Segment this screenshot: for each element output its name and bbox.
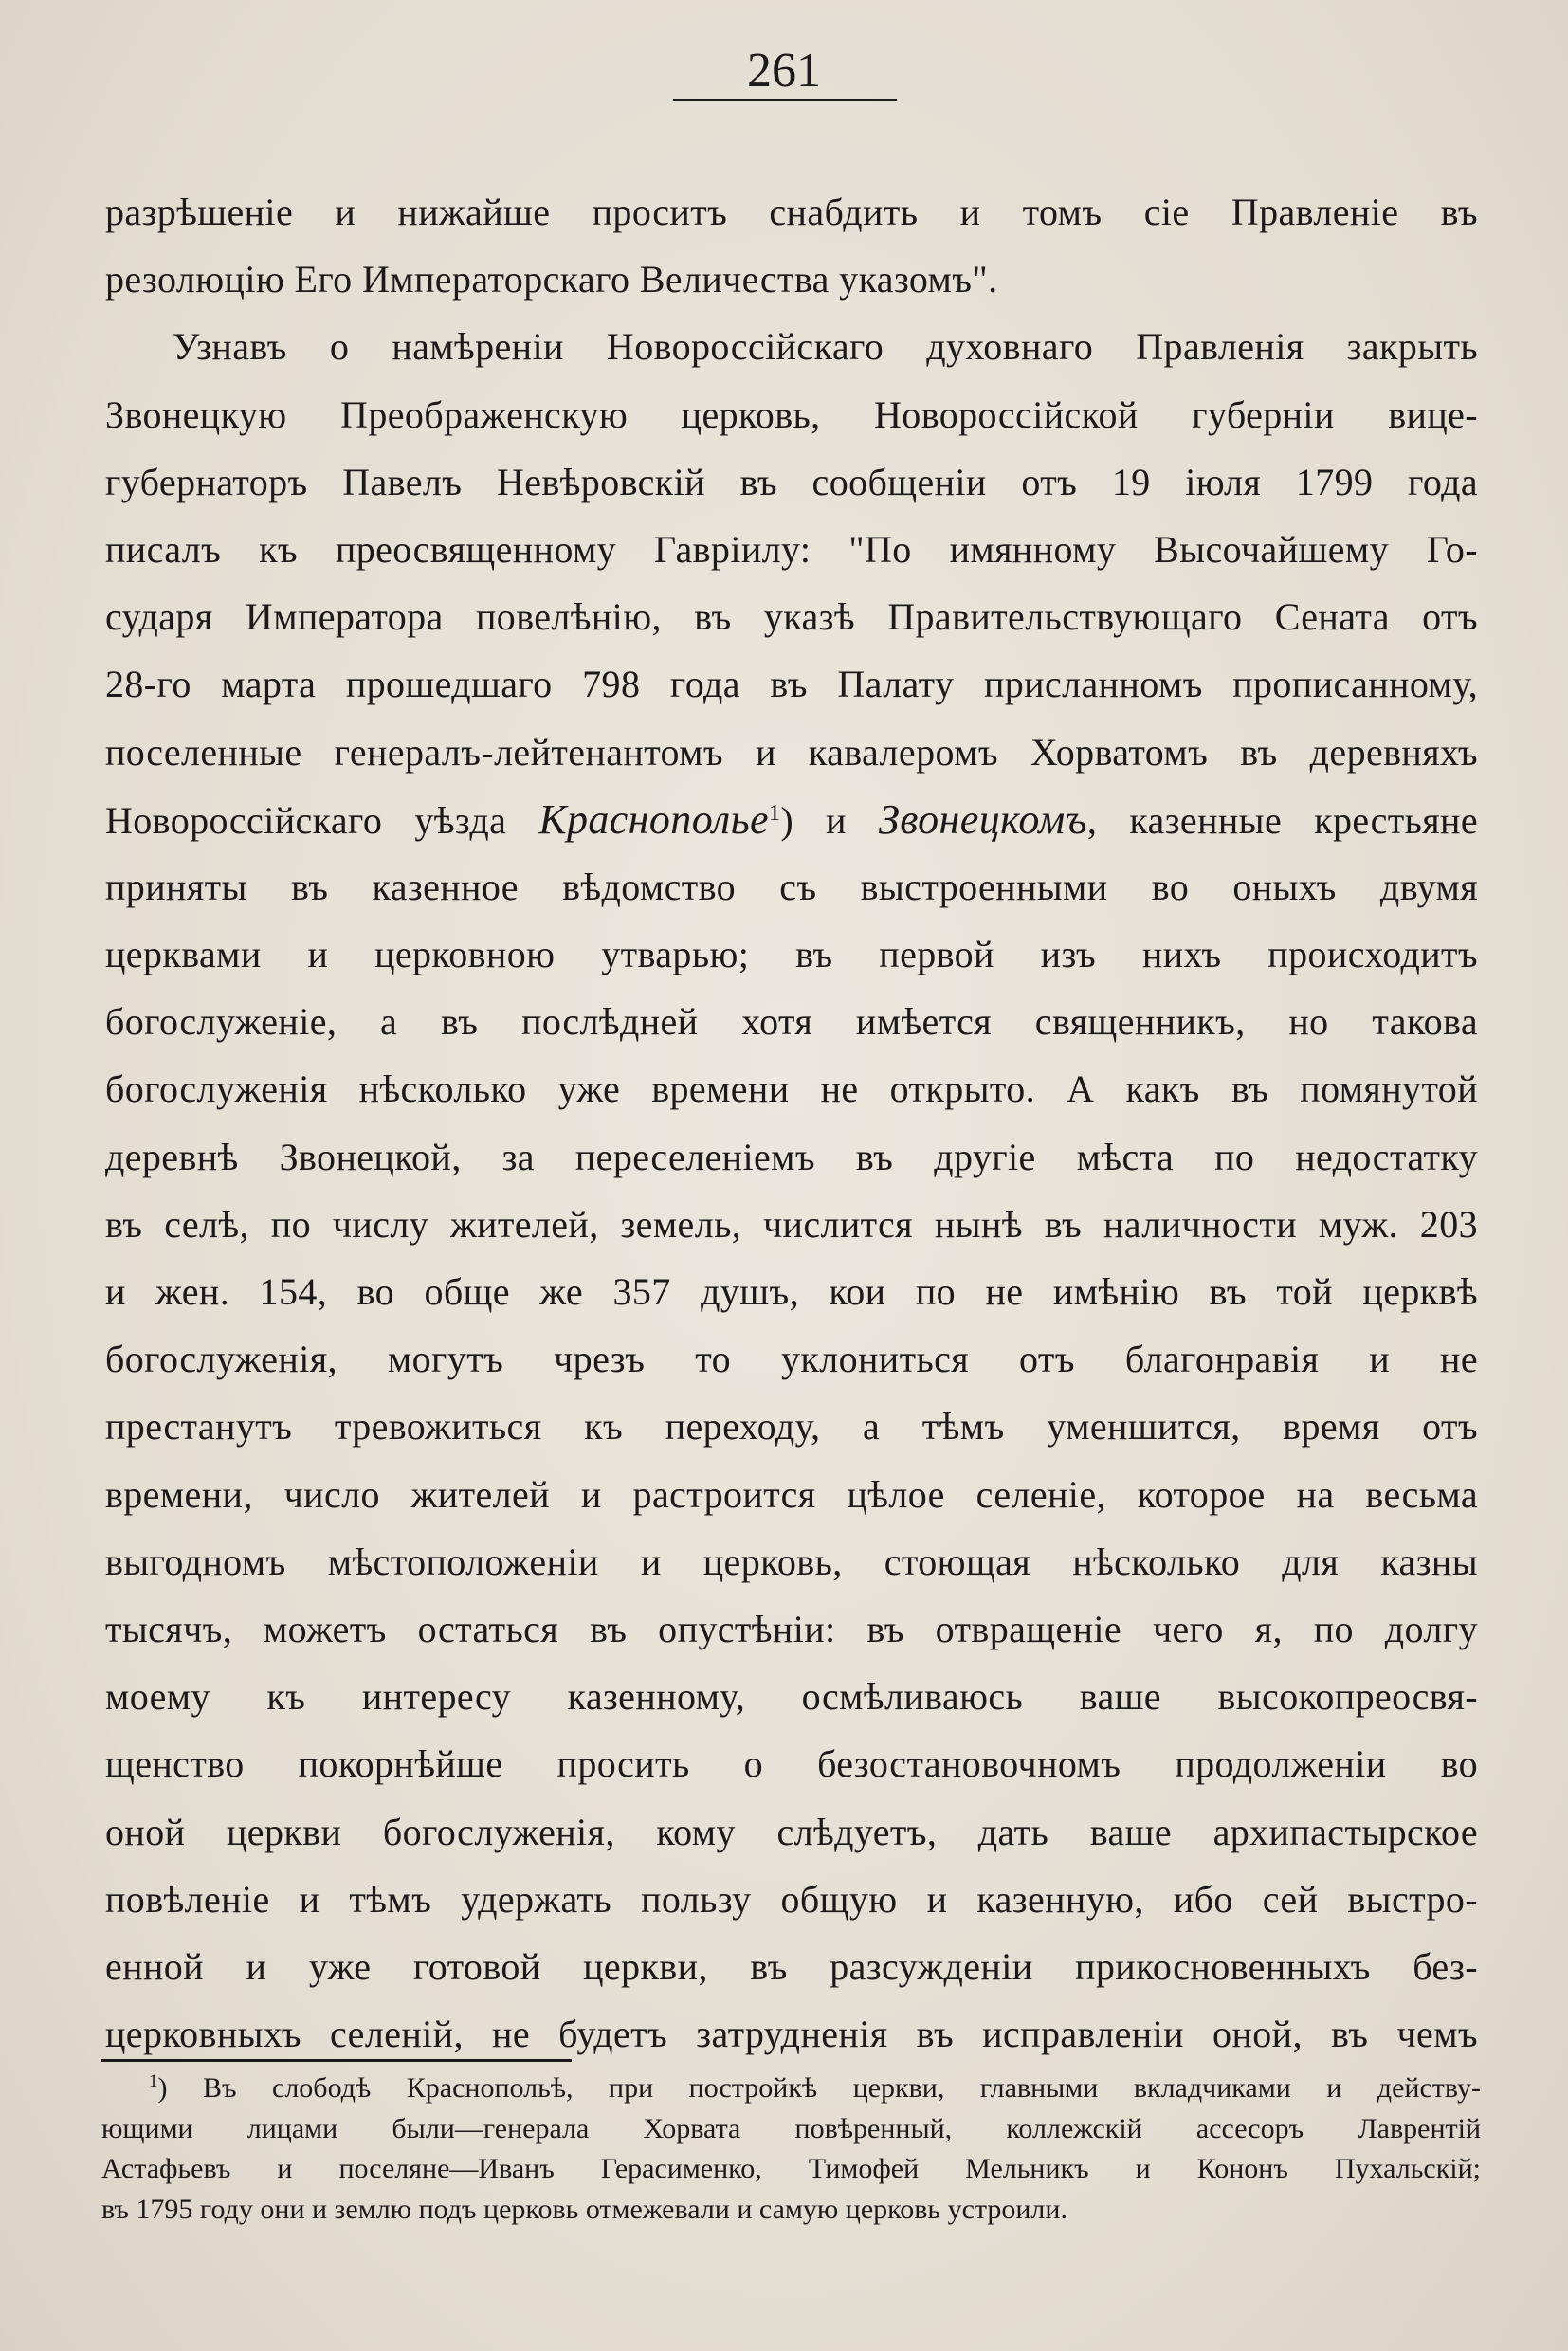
footnote-line: въ 1795 году они и землю подъ церковь отмежевали и самую церковь устроили. — [101, 2193, 1067, 2225]
text-line: щенство покорнѣйше просить о безостановочномъ продолженіи во — [105, 1742, 1478, 1786]
text-line: богослуженія нѣсколько уже времени не открыто. А какъ въ помянутой — [105, 1067, 1478, 1111]
text-line-with-place-names — [105, 786, 1478, 853]
text-fragment: ) и — [780, 798, 880, 842]
text-line: 28-го марта прошедшаго 798 года въ Палату присланномъ прописанному, — [105, 663, 1478, 706]
body-text — [105, 178, 1478, 2068]
text-line: поселенные генералъ-лейтенантомъ и кавалеромъ Хорватомъ въ деревняхъ — [105, 730, 1478, 774]
place-name-zvonetskom: Звонецкомъ — [879, 795, 1087, 843]
text-line: богослуженія, могутъ чрезъ то уклониться отъ благонравія и не — [105, 1338, 1478, 1381]
text-line: престанутъ тревожиться къ переходу, а тѣмъ уменшится, время отъ — [105, 1405, 1478, 1449]
footnote-line: Астафьевъ и поселяне—Иванъ Герасименко, Тимофей Мельникъ и Кононъ Пухальскій; — [101, 2153, 1481, 2184]
text-fragment: Новороссійскаго уѣзда — [105, 798, 539, 842]
text-line: тысячъ, можетъ остаться въ опустѣніи: въ отвращеніе чего я, по долгу — [105, 1607, 1478, 1650]
footnote-reference[interactable]: 1 — [768, 800, 781, 826]
page-number: 261 — [747, 44, 821, 98]
footnote-separator — [101, 2059, 572, 2062]
page-number-underline — [673, 99, 897, 101]
text-line: въ селѣ, по числу жителей, земель, числится нынѣ въ наличности муж. 203 — [105, 1202, 1478, 1246]
text-line: Узнавъ о намѣреніи Новороссійскаго духовнаго Правленія закрыть — [173, 325, 1478, 369]
text-line: оной церкви богослуженія, кому слѣдуетъ, дать ваше архипастырское — [105, 1810, 1478, 1853]
footnote-line — [101, 2069, 1481, 2109]
text-line: сударя Императора повелѣнію, въ указѣ Правительствующаго Сената отъ — [105, 595, 1478, 639]
text-line: выгодномъ мѣстоположеніи и церковь, стоющая нѣсколько для казны — [105, 1540, 1478, 1583]
text-line: деревнѣ Звонецкой, за переселеніемъ въ другіе мѣста по недостатку — [105, 1135, 1478, 1178]
text-line: времени, число жителей и растроится цѣлое селеніе, которое на весьма — [105, 1472, 1478, 1516]
place-name-krasnopolye: Краснополье — [538, 795, 769, 843]
footnote-marker: 1 — [149, 2071, 158, 2091]
text-line: богослуженіе, а въ послѣдней хотя имѣется священникъ, но такова — [105, 1000, 1478, 1044]
text-line: писалъ къ преосвященному Гавріилу: "По имянному Высочайшему Го- — [105, 527, 1478, 571]
text-line: и жен. 154, во обще же 357 душъ, кои по не имѣнію въ той церквѣ — [105, 1270, 1478, 1313]
footnote-text: ) Въ слободѣ Краснопольѣ, при постройкѣ церкви, главными вкладчиками и действу- — [157, 2072, 1481, 2104]
text-fragment: , казенные крестьяне — [1086, 798, 1478, 842]
text-line: разрѣшеніе и нижайше проситъ снабдить и томъ сіе Правленіе въ — [105, 191, 1478, 233]
text-line: губернаторъ Павелъ Невѣровскій въ сообщеніи отъ 19 іюля 1799 года — [105, 460, 1478, 503]
text-line: резолюцію Его Императорскаго Величества указомъ". — [105, 258, 998, 301]
text-line: Звонецкую Преображенскую церковь, Новороссійской губерніи вице- — [105, 392, 1478, 436]
text-line: приняты въ казенное вѣдомство съ выстроенными во оныхъ двумя — [105, 865, 1478, 908]
text-line: повѣленіе и тѣмъ удержать пользу общую и казенную, ибо сей выстро- — [105, 1877, 1478, 1921]
text-line: енной и уже готовой церкви, въ разсужденіи прикосновенныхъ без- — [105, 1944, 1478, 1988]
text-line: моему къ интересу казенному, осмѣливаюсь ваше высокопреосвя- — [105, 1675, 1478, 1719]
footnote-line: ющими лицами были—генерала Хорвата повѣренный, коллежскій ассесоръ Лаврентій — [101, 2112, 1481, 2144]
footnote — [101, 2069, 1481, 2230]
text-line: церквами и церковною утварью; въ первой изъ нихъ происходитъ — [105, 933, 1478, 976]
text-line: церковныхъ селеній, не будетъ затрудненія въ исправленіи оной, въ чемъ — [105, 2013, 1478, 2056]
